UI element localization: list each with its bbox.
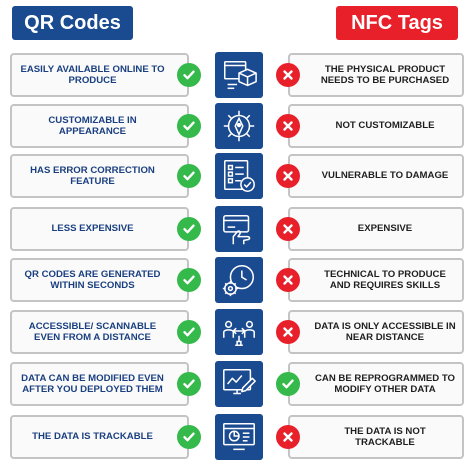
comparison-row bbox=[0, 207, 474, 251]
3d-box-icon bbox=[215, 52, 263, 98]
check-icon bbox=[276, 372, 300, 396]
qr-feature-box: LESS EXPENSIVE bbox=[10, 207, 189, 251]
checklist-icon bbox=[215, 153, 263, 199]
clock-gear-icon bbox=[215, 257, 263, 303]
nfc-feature-box: VULNERABLE TO DAMAGE bbox=[288, 154, 464, 198]
cross-icon bbox=[276, 114, 300, 138]
check-icon bbox=[177, 217, 201, 241]
qr-feature-box: CUSTOMIZABLE IN APPEARANCE bbox=[10, 104, 189, 148]
comparison-row bbox=[0, 154, 474, 198]
comparison-row bbox=[0, 310, 474, 354]
distance-users-icon bbox=[215, 309, 263, 355]
comparison-row bbox=[0, 53, 474, 97]
design-gear-icon bbox=[215, 103, 263, 149]
check-icon bbox=[177, 425, 201, 449]
check-icon bbox=[177, 63, 201, 87]
edit-screen-icon bbox=[215, 361, 263, 407]
cross-icon bbox=[276, 268, 300, 292]
qr-feature-box: HAS ERROR CORRECTION FEATURE bbox=[10, 154, 189, 198]
nfc-feature-box: TECHNICAL TO PRODUCE AND REQUIRES SKILLS bbox=[288, 258, 464, 302]
card-payment-icon bbox=[215, 206, 263, 252]
comparison-row bbox=[0, 258, 474, 302]
qr-feature-box: ACCESSIBLE/ SCANNABLE EVEN FROM A DISTANCE bbox=[10, 310, 189, 354]
check-icon bbox=[177, 114, 201, 138]
qr-codes-header: QR Codes bbox=[12, 6, 133, 40]
comparison-row bbox=[0, 415, 474, 459]
nfc-feature-box: THE PHYSICAL PRODUCT NEEDS TO BE PURCHASED bbox=[288, 53, 464, 97]
nfc-feature-box: EXPENSIVE bbox=[288, 207, 464, 251]
qr-feature-box: DATA CAN BE MODIFIED EVEN AFTER YOU DEPLOYED THEM bbox=[10, 362, 189, 406]
cross-icon bbox=[276, 425, 300, 449]
cross-icon bbox=[276, 217, 300, 241]
comparison-row bbox=[0, 362, 474, 406]
comparison-row bbox=[0, 104, 474, 148]
qr-feature-box: QR CODES ARE GENERATED WITHIN SECONDS bbox=[10, 258, 189, 302]
qr-feature-box: THE DATA IS TRACKABLE bbox=[10, 415, 189, 459]
check-icon bbox=[177, 268, 201, 292]
cross-icon bbox=[276, 320, 300, 344]
nfc-feature-box: DATA IS ONLY ACCESSIBLE IN NEAR DISTANCE bbox=[288, 310, 464, 354]
cross-icon bbox=[276, 63, 300, 87]
qr-feature-box: EASILY AVAILABLE ONLINE TO PRODUCE bbox=[10, 53, 189, 97]
check-icon bbox=[177, 372, 201, 396]
check-icon bbox=[177, 164, 201, 188]
analytics-screen-icon bbox=[215, 414, 263, 460]
nfc-feature-box: NOT CUSTOMIZABLE bbox=[288, 104, 464, 148]
nfc-feature-box: CAN BE REPROGRAMMED TO MODIFY OTHER DATA bbox=[288, 362, 464, 406]
nfc-feature-box: THE DATA IS NOT TRACKABLE bbox=[288, 415, 464, 459]
nfc-tags-header: NFC Tags bbox=[336, 6, 458, 40]
cross-icon bbox=[276, 164, 300, 188]
check-icon bbox=[177, 320, 201, 344]
